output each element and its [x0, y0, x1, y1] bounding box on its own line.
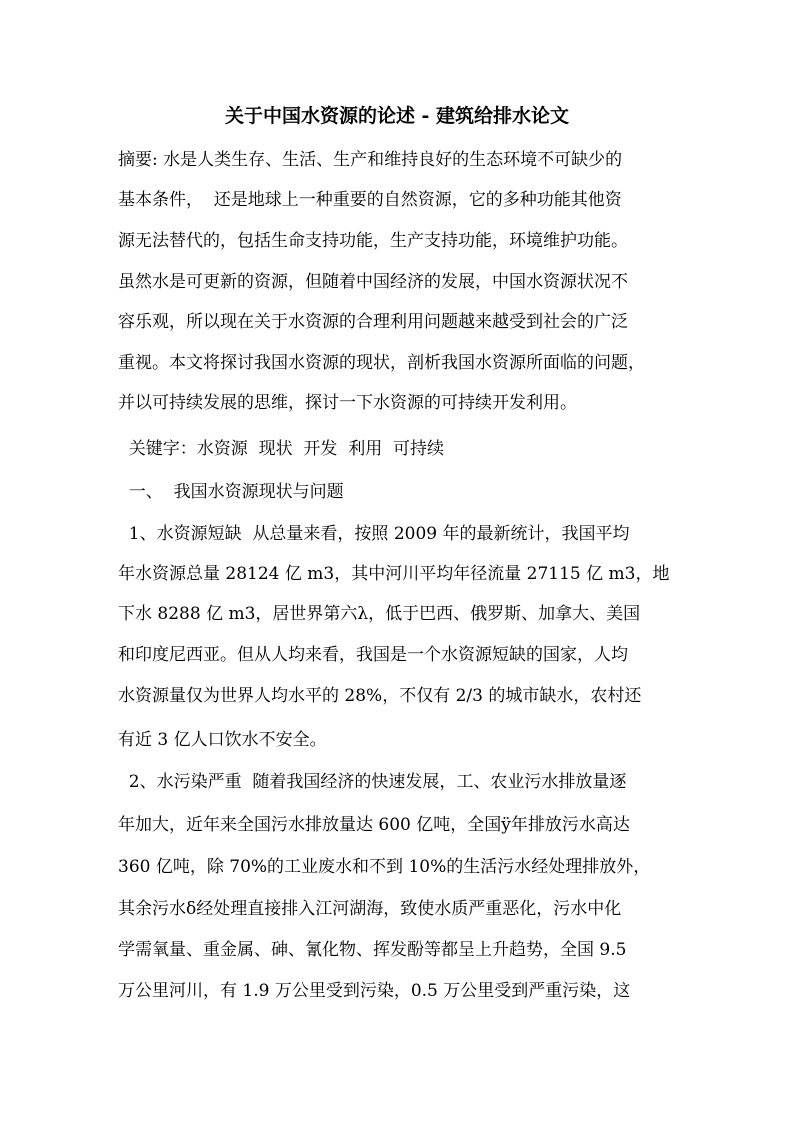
paragraph-line: 并以可持续发展的思维，探讨一下水资源的可持续开发利用。 [118, 393, 577, 413]
paragraph-line: 年加大，近年来全国污水排放量达 600 亿吨，全国ÿ年排放污水高达 [118, 815, 630, 835]
paragraph-line: 2、水污染严重 随着我国经济的快速发展，工、农业污水排放量逐 [118, 772, 627, 792]
paragraph-line: 1、水资源短缺 从总量来看，按照 2009 年的最新统计，我国平均 [118, 524, 630, 544]
paragraph-line: 基本条件， 还是地球上一种重要的自然资源，它的多种功能其他资 [118, 190, 622, 210]
paragraph-line: 年水资源总量 28124 亿 m3，其中河川平均年径流量 27115 亿 m3，地 [118, 564, 670, 584]
paragraph-line: 重视。本文将探讨我国水资源的现状，剖析我国水资源所面临的问题， [118, 353, 645, 373]
paragraph-line: 其余污水δ经处理直接排入江河湖海，致使水质严重恶化，污水中化 [118, 899, 622, 919]
paragraph-line: 360 亿吨，除 70%的工业废水和不到 10%的生活污水经处理排放外， [118, 857, 651, 877]
document-title: 关于中国水资源的论述 - 建筑给排水论文 [224, 105, 570, 127]
section-heading: 一、 我国水资源现状与问题 [118, 482, 344, 502]
keywords-line: 关键字：水资源 现状 开发 利用 可持续 [118, 439, 445, 459]
paragraph-line: 下水 8288 亿 m3，居世界第六λ，低于巴西、俄罗斯、加拿大、美国 [118, 604, 641, 624]
paragraph-line: 摘要: 水是人类生存、生活、生产和维持良好的生态环境不可缺少的 [118, 150, 623, 170]
paragraph-line: 学需氧量、重金属、砷、氰化物、挥发酚等都呈上升趋势，全国 9.5 [118, 940, 627, 960]
paragraph-line: 虽然水是可更新的资源，但随着中国经济的发展，中国水资源状况不 [118, 272, 628, 292]
paragraph-line: 源无法替代的，包括生命支持功能，生产支持功能，环境维护功能。 [118, 231, 628, 251]
paragraph-line: 万公里河川，有 1.9 万公里受到污染，0.5 万公里受到严重污染，这 [118, 981, 631, 1001]
paragraph-line: 水资源量仅为世界人均水平的 28%，不仅有 2/3 的城市缺水，农村还 [118, 686, 642, 706]
paragraph-line: 有近 3 亿人口饮水不安全。 [118, 730, 327, 750]
paragraph-line: 和印度尼西亚。但从人均来看，我国是一个水资源短缺的国家，人均 [118, 645, 628, 665]
paragraph-line: 容乐观，所以现在关于水资源的合理利用问题越来越受到社会的广泛 [118, 312, 628, 332]
